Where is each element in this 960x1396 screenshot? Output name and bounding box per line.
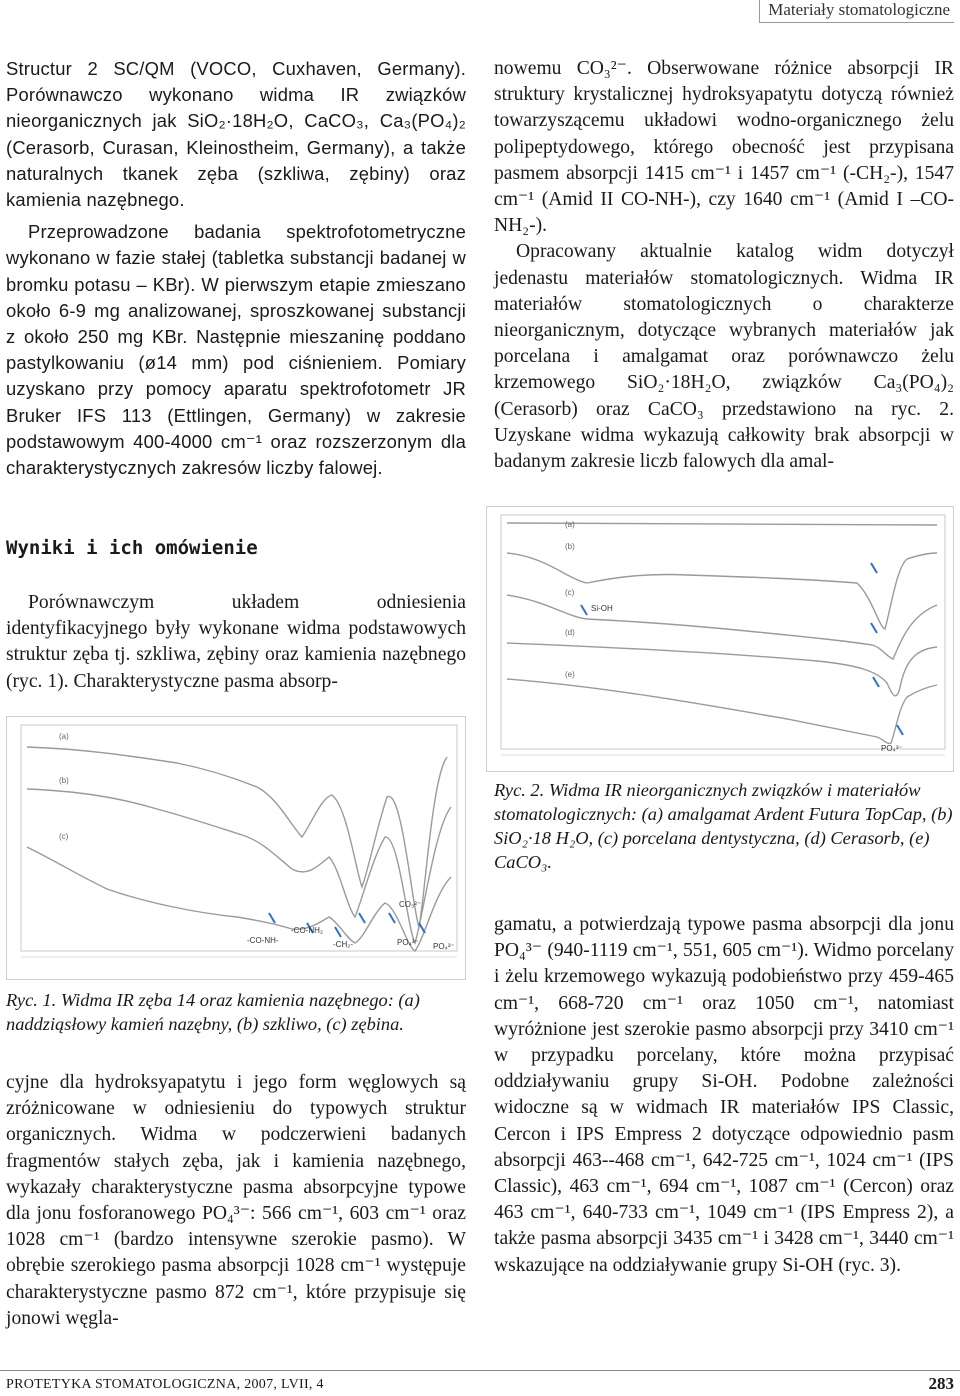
figure-1-spectra [7, 717, 465, 979]
band-label-sioh: Si-OH [591, 604, 613, 613]
curve-label-e: (e) [565, 670, 575, 679]
arrow-icon [873, 677, 879, 687]
arrow-icon [871, 623, 877, 633]
curve-label-b: (b) [59, 776, 69, 785]
paragraph-catalog: Opracowany aktualnie katalog widm dotyczył jedenastu materiałów stomatologicznych. Widma IR materiałów stomatologicznych o charakterze nieorganicznym, dotyczące wybranych materiałów jak porcelana i amalgamat oraz porównawczo żelu krzemowego SiO₂·18H₂O, związków Ca₃(PO₄)₂ (Cerasorb) oraz CaCO₃ przedstawiono na ryc. 2. Uzyskane widma wykazują całkowity brak absorpcji w badanym zakresie liczb falowych dla amal- [494, 241, 954, 473]
band-label-conh2: -CO-NH₂ [291, 926, 323, 935]
spectrum-a [27, 747, 447, 927]
figure-2 [486, 506, 954, 772]
paragraph-amalgam: gamatu, a potwierdzają typowe pasma absorpcji dla jonu PO₄³⁻ (940-1119 cm⁻¹, 551, 605 cm⁻¹). Widmo porcelany i żelu krzemowego wykazują podobieństwo przy 459-465 cm⁻¹, 668-720 cm⁻¹ oraz 1050 cm⁻¹, natomiast wyróżnione jest szerokie pasmo absorpcji przy 3410 cm⁻¹ w przypadku porcelany, które można przypisać oddziaływaniu grupy Si-OH. Podobne zależności widoczne są w widmach IR materiałów IPS Classic, Cercon i IPS Empress 2 dotyczące odpowiednio pasm absorpcji 463--468 cm⁻¹, 642-725 cm⁻¹, 1024 cm⁻¹ (IPS Classic), 463 cm⁻¹, 694 cm⁻¹, 1087 cm⁻¹ (Cercon) oraz 463 cm⁻¹, 640-733 cm⁻¹, 1049 cm⁻¹ (IPS Empress 2), a także pasma absorpcji 3435 cm⁻¹ i 3428 cm⁻¹, 3440 cm⁻¹ wskazujące na oddziaływanie grupy Si-OH (ryc. 3). [494, 914, 954, 1276]
band-label-po4-2: PO₄³⁻ [433, 942, 455, 951]
paragraph-carbonate: nowemu CO₃²⁻. Obserwowane różnice absorpcji IR struktury krystalicznej hydroksyapatytu dotyczą również towarzyszącemu układowi wodno-organicznego żelu polipeptydowego, którego obecność jest przypisana pasmem absorpcji 1415 cm⁻¹ i 1457 cm⁻¹ (-CH₂-), 1547 cm⁻¹ (Amid II CO-NH-), czy 1640 cm⁻¹ (Amid I –CO-NH₂-). [494, 58, 954, 237]
paragraph-materials: Structur 2 SC/QM (VOCO, Cuxhaven, Germany). Porównawczo wykonano widma IR związków nieorganicznych jak SiO₂·18H₂O, CaCO₃, Ca₃(PO₄)₂ (Cerasorb, Curasan, Kleinostheim, Germany), a także naturalnych tkanek zęba (szkliwa, zębiny) oraz kamienia nazębnego. [6, 58, 466, 211]
curve-label-d: (d) [565, 628, 575, 637]
band-label-po4: PO₄³⁻ [881, 744, 903, 753]
band-label-co3: CO₃²⁻ [399, 900, 422, 909]
curve-label-a: (a) [59, 732, 69, 741]
arrow-icon [359, 913, 365, 923]
figure-2-caption: Ryc. 2. Widma IR nieorganicznych związków i materiałów stomatologicznych: (a) amalgamat Ardent Futura TopCap, (b) SiO₂·18 H₂O, (c) porcelana dentystyczna, (d) Cerasorb, (e) CaCO₃. [494, 780, 953, 872]
arrow-icon [581, 605, 587, 615]
arrow-icon [871, 563, 877, 573]
left-column-top [6, 56, 466, 481]
arrow-icon [419, 923, 425, 933]
left-column-results [6, 590, 466, 695]
figure-2-spectra [487, 507, 953, 771]
arrow-icon [269, 913, 275, 923]
curve-label-c: (c) [59, 832, 69, 841]
arrow-icon [897, 725, 903, 735]
right-column-bottom [494, 912, 954, 1279]
band-label-ch2: -CH₂- [333, 940, 353, 949]
curve-label-a: (a) [565, 520, 575, 529]
spectrum-b [27, 789, 451, 943]
paragraph-methods: Przeprowadzone badania spektrofotometryczne wykonano w fazie stałej (tabletka substancji badanej w bromku potasu – KBr). W pierwszym etapie zmieszano około 6-9 mg analizowanej, sproszkowanej substancji z około 250 mg KBr. Następnie mieszaninę poddano pastylkowaniu (ø14 mm) pod ciśnieniem. Pomiary uzyskano przy pomocy aparatu spektrofotometr JR Bruker IFS 113 (Ettlingen, Germany) w zakresie podstawowym 400-4000 cm⁻¹ oraz rozszerzonym dla charakterystycznych zakresów liczby falowej. [6, 221, 466, 479]
curve-label-c: (c) [565, 588, 575, 597]
figure-1-caption: Ryc. 1. Widma IR zęba 14 oraz kamienia nazębnego: (a) naddziąsłowy kamień nazębny, (b) szkliwo, (c) zębina. [6, 990, 420, 1034]
right-column-top [494, 56, 954, 475]
spectrum-c [27, 847, 451, 951]
curve-label-b: (b) [565, 542, 575, 551]
arrow-icon [389, 913, 395, 923]
figure-1 [6, 716, 466, 980]
left-column-bottom [6, 1070, 466, 1332]
paragraph-phosphate: cyjne dla hydroksyapatytu i jego form węglowych są zróżnicowane w odniesieniu do typowych struktur organicznych. Widma w podczerwieni badanych fragmentów stałych zęba, jak i kamienia nazębnego, wykazały charakterystyczne pasma absorpcyjne typowe dla jonu fosforanowego PO₄³⁻: 566 cm⁻¹, 603 cm⁻¹ oraz 1028 cm⁻¹ (bardzo intensywne szerokie pasmo). W obrębie szerokiego pasma absorpcji 1028 cm⁻¹ występuje charakterystyczne pasmo 872 cm⁻¹, które przypisuje się jonowi węgla- [6, 1072, 466, 1329]
paragraph-results-intro: Porównawczym układem odniesienia identyfikacyjnego były wykonane widma podstawowych struktur zęba tj. szkliwa, zębiny oraz kamienia nazębnego (ryc. 1). Charakterystyczne pasma absorp- [6, 592, 466, 692]
page-number: 283 [928, 1374, 954, 1393]
section-heading: Wyniki i ich omówienie [6, 537, 258, 559]
page-footer [0, 1370, 960, 1396]
spectrum-e [507, 679, 937, 743]
band-label-conh: -CO-NH- [247, 936, 279, 945]
band-label-po4: PO₄³⁻ [397, 938, 419, 947]
journal-section-header: Materiały stomatologiczne [759, 0, 954, 23]
footer-journal: PROTETYKA STOMATOLOGICZNA, 2007, LVII, 4 [6, 1377, 324, 1392]
